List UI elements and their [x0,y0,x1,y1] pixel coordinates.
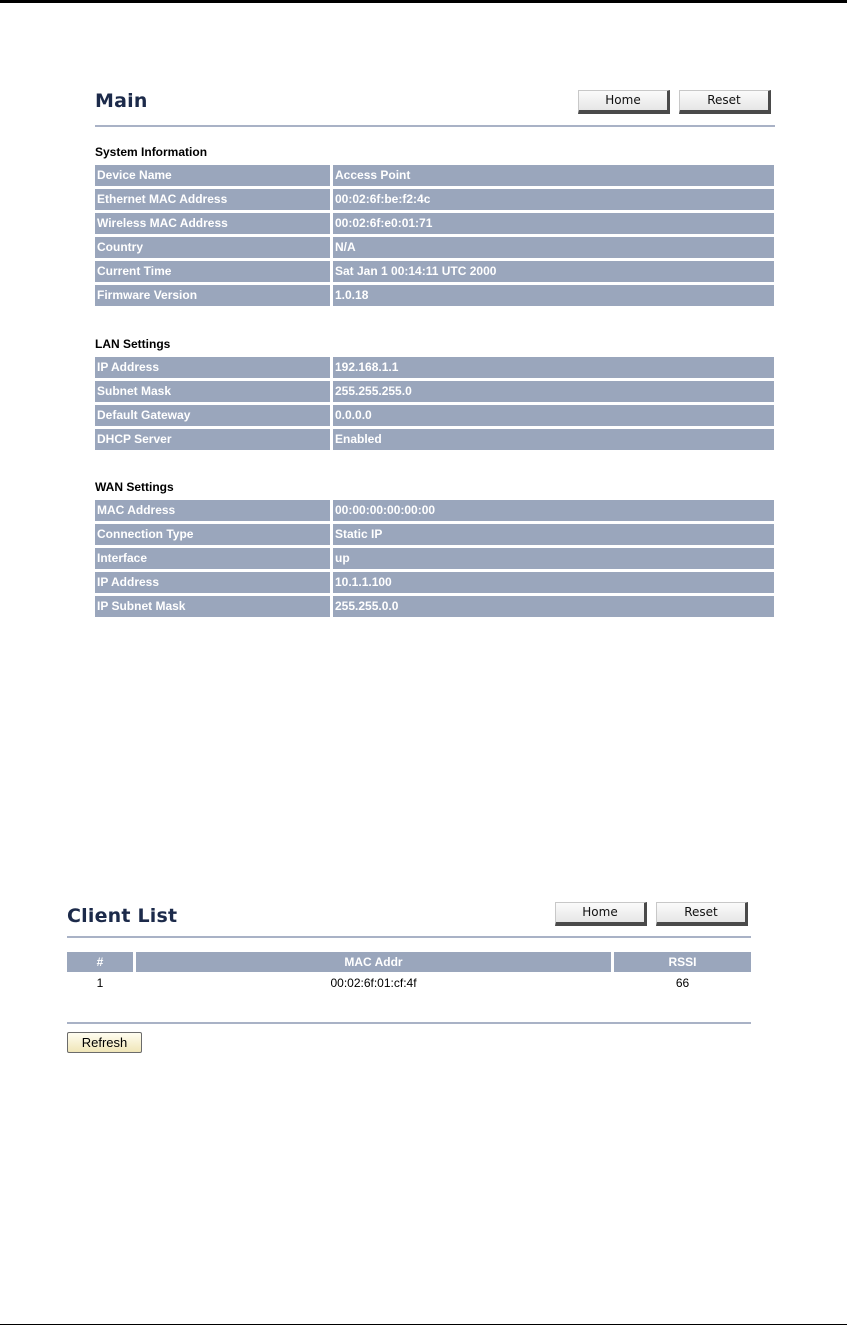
info-row [95,429,774,450]
info-row-key: Connection Type [95,524,330,545]
info-row-value: Static IP [333,524,774,545]
main-title: Main [95,90,148,112]
info-row-key: Default Gateway [95,405,330,426]
info-row-value: Access Point [333,165,774,186]
info-row-key: IP Address [95,572,330,593]
info-row [95,237,774,258]
info-row-key: Firmware Version [95,285,330,306]
section-label-lan-settings: LAN Settings [95,337,171,351]
client-bottom-rule [67,1022,751,1024]
info-row-key: DHCP Server [95,429,330,450]
info-row [95,596,774,617]
table-row [67,974,751,992]
main-title-rule [95,125,775,127]
client-rssi: 66 [675,976,690,990]
page-top-rule [0,0,847,3]
column-header-rssi: RSSI [614,952,751,972]
main-home-button[interactable]: Home [578,90,670,114]
info-row [95,261,774,282]
info-row-value: 00:02:6f:e0:01:71 [333,213,774,234]
info-row [95,381,774,402]
info-row [95,357,774,378]
info-row-value: 00:02:6f:be:f2:4c [333,189,774,210]
info-row-key: Subnet Mask [95,381,330,402]
main-panel [95,90,775,630]
info-row-value: 0.0.0.0 [333,405,774,426]
info-row [95,165,774,186]
client-mac: 00:02:6f:01:cf:4f [330,976,417,990]
client-list-title: Client List [67,905,178,927]
info-row-value: 1.0.18 [333,285,774,306]
info-row [95,213,774,234]
info-row-value: Enabled [333,429,774,450]
column-header-mac-addr: MAC Addr [136,952,611,972]
main-reset-button[interactable]: Reset [679,90,771,114]
info-row-key: Device Name [95,165,330,186]
page-bottom-rule [0,1324,847,1325]
info-row [95,572,774,593]
info-row-value: Sat Jan 1 00:14:11 UTC 2000 [333,261,774,282]
info-row-key: Ethernet MAC Address [95,189,330,210]
info-row [95,548,774,569]
info-row-value: up [333,548,774,569]
info-row-key: Wireless MAC Address [95,213,330,234]
info-row-value: 00:00:00:00:00:00 [333,500,774,521]
client-title-rule [67,936,751,938]
info-row-value: N/A [333,237,774,258]
client-index: 1 [96,976,104,990]
info-row-value: 255.255.0.0 [333,596,774,617]
info-row-key: IP Subnet Mask [95,596,330,617]
client-list-panel [67,899,751,1064]
info-row-value: 192.168.1.1 [333,357,774,378]
info-row [95,500,774,521]
info-row-value: 255.255.255.0 [333,381,774,402]
info-row-value: 10.1.1.100 [333,572,774,593]
info-row-key: Current Time [95,261,330,282]
info-row [95,524,774,545]
info-row [95,405,774,426]
client-table [67,952,751,992]
column-header-index: # [67,952,133,972]
info-row-key: IP Address [95,357,330,378]
client-reset-button[interactable]: Reset [656,902,748,926]
info-row [95,189,774,210]
info-row-key: Country [95,237,330,258]
section-label-wan-settings: WAN Settings [95,480,174,494]
client-home-button[interactable]: Home [555,902,647,926]
section-label-system-information: System Information [95,145,208,159]
info-row [95,285,774,306]
refresh-button[interactable]: Refresh [67,1032,142,1053]
info-row-key: MAC Address [95,500,330,521]
info-row-key: Interface [95,548,330,569]
